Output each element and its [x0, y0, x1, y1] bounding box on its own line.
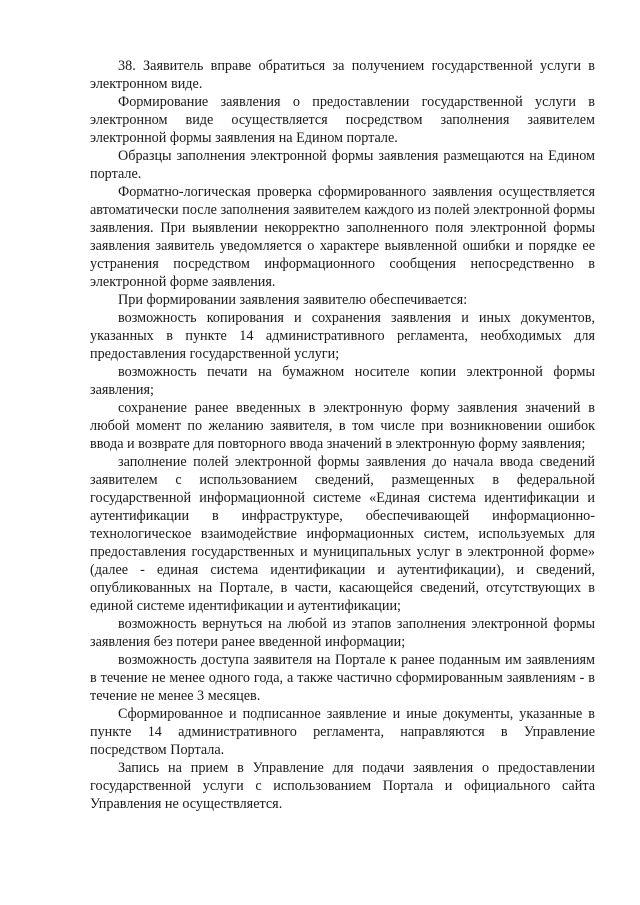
paragraph-access-history: возможность доступа заявителя на Портале к ранее поданным им заявлениям в течение не менее одного года, а также частично сформированным заявлениям - в течение не менее 3 месяцев. — [90, 652, 595, 704]
document-page — [90, 57, 595, 813]
paragraph-submission: Сформированное и подписанное заявление и иные документы, указанные в пункте 14 административного регламента, направляются в Управление посредством Портала. — [90, 706, 595, 758]
paragraph-format-check: Форматно-логическая проверка сформированного заявления осуществляется автоматически после заполнения заявителем каждого из полей электронной формы заявления. При выявлении некорректно заполненного поля электронной формы заявления заявитель уведомляется о характере выявленной ошибки и порядке ее устранения посредством информационного сообщения непосредственно в электронной форме заявления. — [90, 184, 595, 290]
paragraph-return-stage: возможность вернуться на любой из этапов заполнения электронной формы заявления без потери ранее введенной информации; — [90, 616, 595, 650]
paragraph-copy-save: возможность копирования и сохранения заявления и иных документов, указанных в пункте 14 административного регламента, необходимых для предоставления государственной услуги; — [90, 310, 595, 362]
paragraph-appointment: Запись на прием в Управление для подачи заявления о предоставлении государственной услуги с использованием Портала и официального сайта Управления не осуществляется. — [90, 760, 595, 812]
paragraph-save-values: сохранение ранее введенных в электронную форму заявления значений в любой момент по желанию заявителя, в том числе при возникновении ошибок ввода и возврате для повторного ввода значений в электронную форму заявления; — [90, 400, 595, 452]
paragraph-print: возможность печати на бумажном носителе копии электронной формы заявления; — [90, 364, 595, 398]
paragraph-form-samples: Образцы заполнения электронной формы заявления размещаются на Едином портале. — [90, 148, 595, 182]
paragraph-applicant-right: 38. Заявитель вправе обратиться за получением государственной услуги в электронном виде. — [90, 58, 595, 92]
paragraph-autofill: заполнение полей электронной формы заявления до начала ввода сведений заявителем с использованием сведений, размещенных в федеральной государственной информационной системе «Единая система идентификации и аутентификации в инфраструктуре, обеспечивающей информационно-технологическое взаимодействие информационных систем, используемых для предоставления государственных и муниципальных услуг в электронной форме» (далее - единая система идентификации и аутентификации), и сведений, опубликованных на Портале, в части, касающейся сведений, отсутствующих в единой системе идентификации и аутентификации; — [90, 454, 595, 614]
paragraph-provisions-intro: При формировании заявления заявителю обеспечивается: — [118, 292, 468, 308]
paragraph-form-creation: Формирование заявления о предоставлении государственной услуги в электронном виде осуществляется посредством заполнения заявителем электронной формы заявления на Едином портале. — [90, 94, 595, 146]
